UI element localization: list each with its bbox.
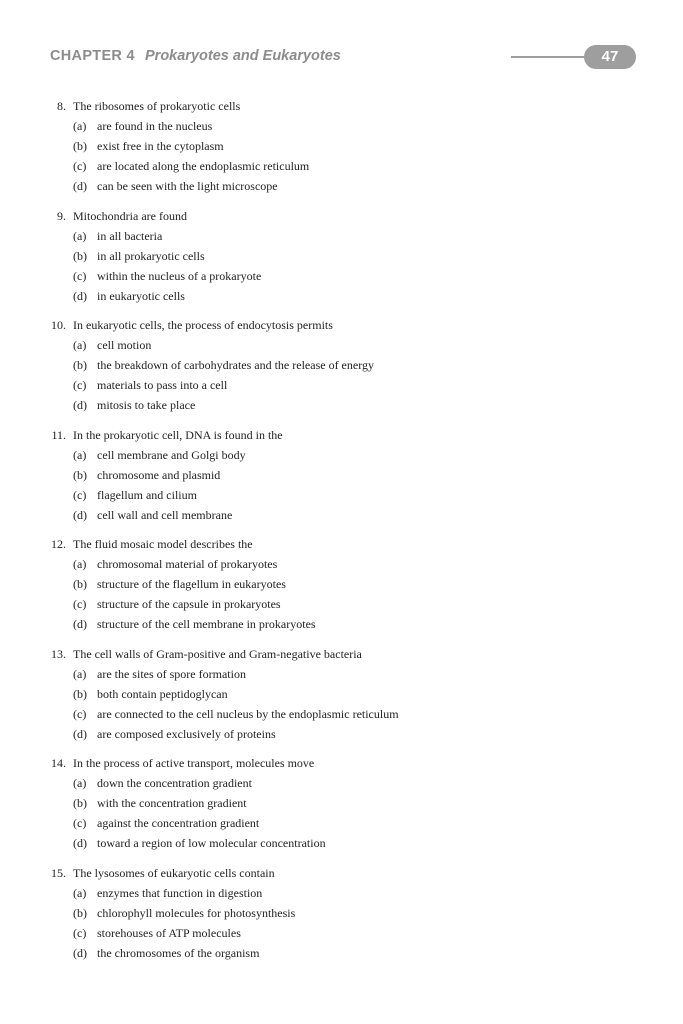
question-8 — [0, 96, 683, 206]
question-text: The ribosomes of prokaryotic cells — [73, 99, 241, 113]
choice-letter: (b) — [73, 358, 87, 372]
choice-text: both contain peptidoglycan — [97, 686, 228, 701]
choice-letter: (b) — [73, 905, 87, 920]
choice-text: cell motion — [97, 338, 152, 352]
choice-text: structure of the flagellum in eukaryotes — [97, 577, 286, 591]
choice-letter: (c) — [73, 378, 87, 392]
choice-letter: (d) — [73, 945, 87, 960]
choice-letter: (b) — [73, 686, 87, 701]
choice-text: are composed exclusively of proteins — [97, 726, 276, 741]
choice-text: toward a region of low molecular concentration — [97, 836, 326, 850]
choice-text: down the concentration gradient — [97, 776, 252, 790]
question-text: In the process of active transport, molecules move — [73, 756, 315, 770]
choice-letter: (b) — [73, 796, 87, 810]
choice-text: enzymes that function in digestion — [97, 885, 263, 900]
choice-letter: (d) — [73, 288, 87, 303]
choice-text: exist free in the cytoplasm — [97, 139, 224, 153]
question-number: 15. — [51, 865, 66, 880]
question-number: 12. — [51, 537, 66, 551]
question-9 — [0, 206, 683, 316]
choice-text: within the nucleus of a prokaryote — [97, 268, 262, 283]
question-number: 10. — [51, 318, 66, 332]
choice-letter: (c) — [73, 925, 87, 940]
choice-text: are the sites of spore formation — [97, 666, 246, 681]
choice-letter: (d) — [73, 398, 87, 412]
choice-text: chromosome and plasmid — [97, 467, 221, 482]
choice-letter: (a) — [73, 119, 87, 133]
choice-text: cell wall and cell membrane — [97, 507, 233, 522]
choice-text: can be seen with the light microscope — [97, 179, 278, 193]
choice-text: are connected to the cell nucleus by the endoplasmic reticulum — [97, 706, 399, 721]
choice-text: in all bacteria — [97, 228, 163, 243]
page-number-badge: 47 — [584, 45, 636, 69]
choice-letter: (d) — [73, 179, 87, 193]
choice-letter: (b) — [73, 248, 87, 263]
choice-text: chromosomal material of prokaryotes — [97, 557, 278, 571]
choice-text: storehouses of ATP molecules — [97, 925, 241, 940]
choice-letter: (c) — [73, 268, 87, 283]
header-rule — [511, 56, 591, 58]
question-text: The fluid mosaic model describes the — [73, 537, 253, 551]
choice-letter: (d) — [73, 617, 87, 631]
choice-text: structure of the capsule in prokaryotes — [97, 597, 281, 611]
question-text: In eukaryotic cells, the process of endocytosis permits — [73, 318, 333, 332]
page-header — [0, 0, 683, 90]
choice-letter: (a) — [73, 228, 87, 243]
choice-text: flagellum and cilium — [97, 487, 197, 502]
question-number: 14. — [51, 756, 66, 770]
choice-text: in eukaryotic cells — [97, 288, 185, 303]
question-10 — [0, 315, 683, 425]
question-15 — [0, 863, 683, 973]
choice-text: the chromosomes of the organism — [97, 945, 260, 960]
choice-text: are found in the nucleus — [97, 119, 213, 133]
choice-letter: (c) — [73, 597, 87, 611]
choice-text: in all prokaryotic cells — [97, 248, 205, 263]
choice-letter: (a) — [73, 557, 87, 571]
choice-text: materials to pass into a cell — [97, 378, 228, 392]
choice-text: against the concentration gradient — [97, 816, 260, 830]
choice-text: the breakdown of carbohydrates and the release of energy — [97, 358, 374, 372]
question-text: The lysosomes of eukaryotic cells contain — [73, 865, 275, 880]
question-text: The cell walls of Gram-positive and Gram-negative bacteria — [73, 646, 362, 661]
question-number: 11. — [51, 427, 66, 442]
choice-letter: (d) — [73, 726, 87, 741]
chapter-label: CHAPTER 4 — [50, 48, 135, 64]
choice-letter: (c) — [73, 706, 87, 721]
choice-letter: (a) — [73, 776, 87, 790]
choice-letter: (a) — [73, 885, 87, 900]
choice-letter: (c) — [73, 159, 87, 173]
question-number: 9. — [57, 208, 66, 223]
choice-text: chlorophyll molecules for photosynthesis — [97, 905, 296, 920]
choice-letter: (c) — [73, 816, 87, 830]
choice-letter: (a) — [73, 338, 87, 352]
choice-letter: (b) — [73, 139, 87, 153]
choice-text: are located along the endoplasmic reticulum — [97, 159, 310, 173]
choice-letter: (b) — [73, 467, 87, 482]
choice-letter: (d) — [73, 507, 87, 522]
question-text: In the prokaryotic cell, DNA is found in the — [73, 427, 283, 442]
question-13 — [0, 644, 683, 754]
question-11 — [0, 425, 683, 535]
question-list — [0, 96, 683, 972]
choice-text: cell membrane and Golgi body — [97, 447, 246, 462]
question-number: 13. — [51, 646, 66, 661]
question-number: 8. — [57, 99, 66, 113]
choice-letter: (a) — [73, 666, 87, 681]
chapter-title: Prokaryotes and Eukaryotes — [145, 48, 341, 64]
question-14 — [0, 753, 683, 863]
choice-letter: (a) — [73, 447, 87, 462]
choice-text: with the concentration gradient — [97, 796, 247, 810]
choice-text: structure of the cell membrane in prokaryotes — [97, 617, 316, 631]
choice-letter: (c) — [73, 487, 87, 502]
choice-letter: (b) — [73, 577, 87, 591]
choice-letter: (d) — [73, 836, 87, 850]
question-text: Mitochondria are found — [73, 208, 187, 223]
choice-text: mitosis to take place — [97, 398, 196, 412]
question-12 — [0, 534, 683, 644]
